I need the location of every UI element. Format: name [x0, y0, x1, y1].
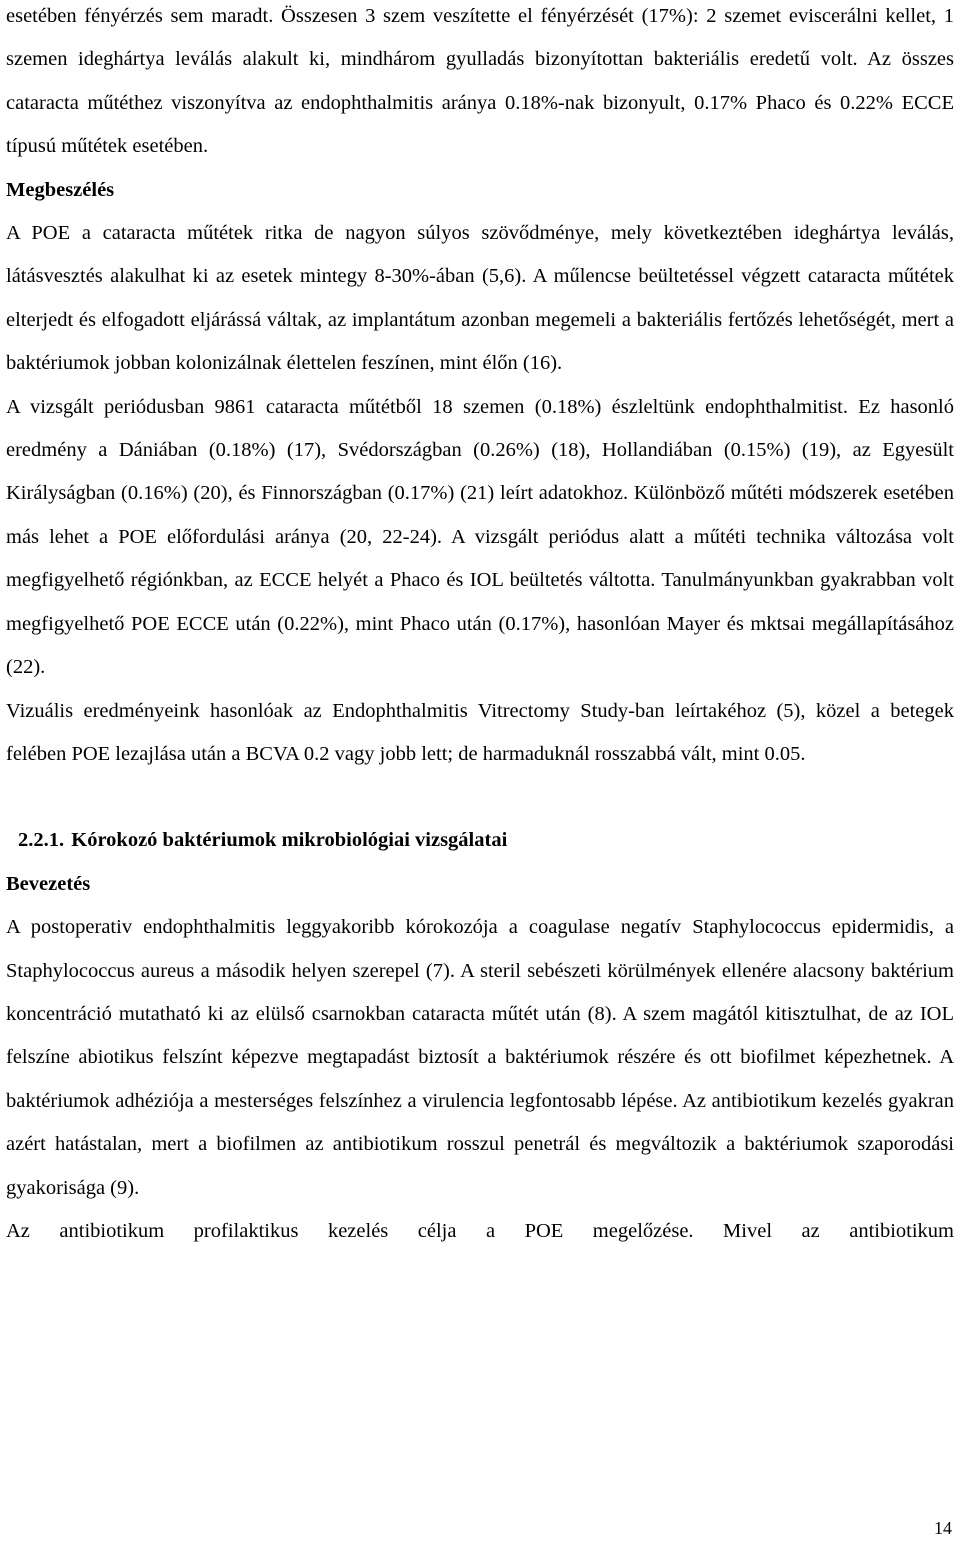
- results-paragraph-end: esetében fényérzés sem maradt. Összesen 3 szem veszítette el fényérzését (17%): 2 szemet eviscerálni kellet, 1 szemen ideghártya leválás alakult ki, mindhárom gyulladás bizonyítottan bakteriális eredetű volt. Az összes cataracta műtéthez viszonyítva az endophthalmitis aránya 0.18%-nak bizonyult, 0.17% Phaco és 0.22% ECCE típusú műtétek esetében.: [6, 5, 954, 158]
- page-content: [6, 0, 954, 1253]
- section-title: Kórokozó baktériumok mikrobiológiai vizsgálatai: [71, 829, 508, 852]
- section-spacer: [6, 776, 954, 819]
- introduction-paragraph-1: A postoperativ endophthalmitis leggyakoribb kórokozója a coagulase negatív Staphylococcus epidermidis, a Staphylococcus aureus a második helyen szerepel (7). A steril sebészeti körülmények ellenére alacsony baktérium koncentráció mutatható ki az elülső csarnokban cataracta műtét után (8). A szem magától kitisztulhat, de az IOL felszíne abiotikus felszínt képezve megtapadást biztosít a baktériumok részére és ott biofilmet képezhetnek. A baktériumok adhéziója a mesterséges felszínhez a virulencia legfontosabb lépése. Az antibiotikum kezelés gyakran azért hatástalan, mert a biofilmen az antibiotikum rosszul penetrál és megváltozik a baktériumok szaporodási gyakorisága (9).: [6, 916, 954, 1199]
- discussion-paragraph-2: A vizsgált periódusban 9861 cataracta műtétből 18 szemen (0.18%) észleltünk endophthalmitist. Ez hasonló eredmény a Dániában (0.18%) (17), Svédországban (0.26%) (18), Hollandiában (0.15%) (19), az Egyesült Királyságban (0.16%) (20), és Finnországban (0.17%) (21) leírt adatokhoz. Különböző műtéti módszerek esetében más lehet a POE előfordulási aránya (20, 22-24). A vizsgált periódus alatt a műtéti technika változása volt megfigyelhető régiónkban, az ECCE helyét a Phaco és IOL beültetés váltotta. Tanulmányunkban gyakrabban volt megfigyelhető POE ECCE után (0.22%), mint Phaco után (0.17%), hasonlóan Mayer és mktsai megállapításához (22).: [6, 395, 954, 679]
- page-number: 14: [934, 1518, 952, 1538]
- discussion-paragraph-3: Vizuális eredményeink hasonlóak az Endophthalmitis Vitrectomy Study-ban leírtakéhoz (5), közel a betegek felében POE lezajlása után a BCVA 0.2 vagy jobb lett; de harmaduknál rosszabbá vált, mint 0.05.: [6, 699, 954, 765]
- section-heading: [6, 819, 954, 862]
- heading-megbeszeles: Megbeszélés: [6, 178, 115, 201]
- introduction-paragraph-2: Az antibiotikum profilaktikus kezelés célja a POE megelőzése. Mivel az antibiotikum: [6, 1219, 954, 1242]
- heading-bevezetes: Bevezetés: [6, 872, 91, 895]
- discussion-paragraph-1: A POE a cataracta műtétek ritka de nagyon súlyos szövődménye, mely következtében ideghártya leválás, látásvesztés alakulhat ki az esetek mintegy 8-30%-ában (5,6). A műlencse beültetéssel végzett cataracta műtétek elterjedt és elfogadott eljárássá váltak, az implantátum azonban megemeli a bakteriális fertőzés lehetőségét, mert a baktériumok jobban kolonizálnak élettelen feszínen, mint élőn (16).: [6, 222, 954, 375]
- section-number: 2.2.1.: [18, 829, 65, 852]
